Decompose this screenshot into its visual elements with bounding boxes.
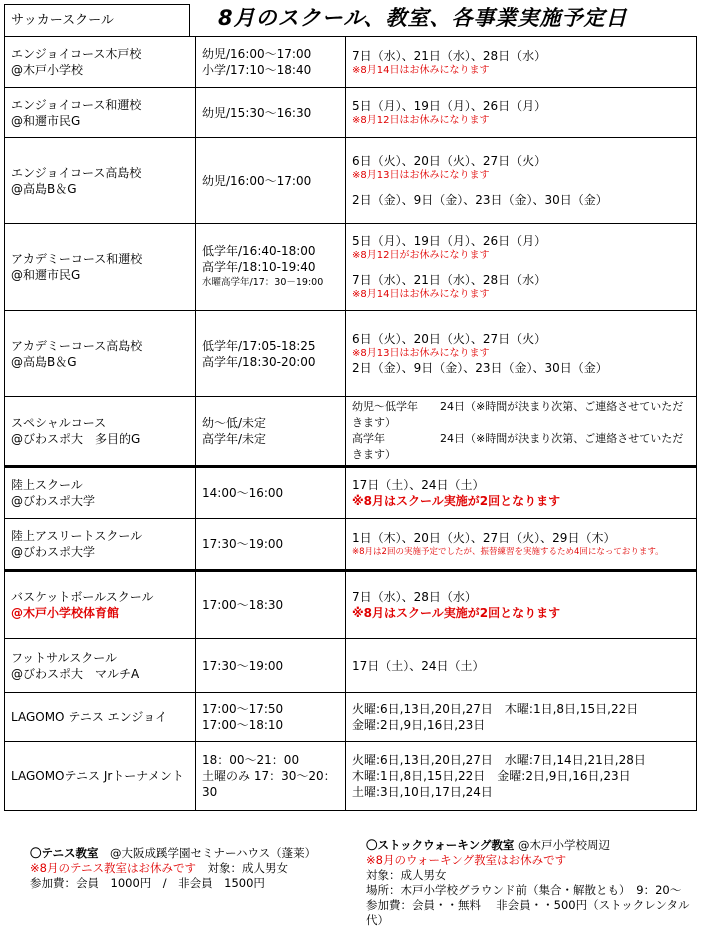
time-cell [196, 693, 346, 742]
tennis-fee: 参加費：会員 1000円 / 非会員 1500円 [30, 876, 265, 890]
dates-cell [346, 639, 697, 693]
time-slot: 17:30～19:00 [202, 537, 284, 551]
schedule-row [5, 88, 697, 138]
time-slot: 低学年/16:40-18:00 [202, 244, 316, 258]
schedule-dates: 高学年 24日（※時間が決まり次第、ご連絡させていただきます） [352, 432, 684, 461]
course-venue: @和邇市民G [11, 268, 81, 282]
course-name: 陸上アスリートスクール [11, 529, 143, 543]
course-venue: @びわスポ大 多目的G [11, 432, 141, 446]
schedule-dates: 7日（水）、21日（水）、28日（水） [352, 273, 547, 287]
course-name: フットサルスクール [11, 650, 117, 665]
course-name-cell [5, 571, 196, 639]
schedule-dates: 17日（土）、24日（土） [352, 478, 485, 492]
time-slot: 17:00～17:50 [202, 702, 284, 716]
walking-section [366, 838, 705, 928]
tennis-notice: ※8月のテニス教室はお休みです [30, 861, 196, 875]
time-slot: 高学年/18:30-20:00 [202, 354, 316, 369]
time-cell [196, 311, 346, 397]
time-cell [196, 397, 346, 467]
course-name-cell [5, 138, 196, 224]
schedule-dates: 火曜:6日,13日,20日,27日 水曜:7日,14日,21日,28日 [352, 753, 646, 767]
walking-fee: 参加費：会員・・無料 非会員・・500円（ストックレンタル代） [366, 898, 690, 927]
time-slot: 高学年/18:10-19:40 [202, 260, 316, 274]
schedule-note: ※8月はスクール実施が2回となります [352, 606, 561, 620]
dates-cell [346, 519, 697, 571]
time-slot: 水曜高学年/17：30－19:00 [202, 277, 324, 288]
schedule-row [5, 519, 697, 571]
page-title: 8月のスクール、教室、各事業実施予定日 [218, 6, 628, 30]
tennis-venue: @大阪成蹊学園セミナーハウス（蓬莱） [98, 846, 317, 860]
schedule-table [4, 36, 697, 811]
time-slot: 幼児/16:00～17:00 [202, 47, 312, 61]
schedule-dates: 5日（月）、19日（月）、26日（月） [352, 99, 547, 113]
schedule-dates: 幼児～低学年 24日（※時間が決まり次第、ご連絡させていただきます） [352, 400, 684, 429]
course-name: エンジョイコース高島校 [11, 165, 142, 180]
schedule-row [5, 571, 697, 639]
walking-notice: ※8月のウォーキング教室はお休みです [366, 853, 567, 867]
course-name: スペシャルコース [11, 416, 107, 430]
schedule-row [5, 467, 697, 519]
course-name: LAGOMO テニス エンジョイ [11, 710, 168, 724]
holiday-note: ※8月12日がお休みになります [352, 250, 490, 261]
course-name-cell [5, 311, 196, 397]
schedule-dates: 2日（金）、9日（金）、23日（金）、30日（金） [352, 361, 608, 375]
schedule-dates: 7日（水）、28日（水） [352, 590, 477, 604]
schedule-note: ※8月はスクール実施が2回となります [352, 494, 561, 508]
walking-target: 対象：成人男女 [366, 868, 447, 882]
course-name-cell [5, 397, 196, 467]
time-cell [196, 37, 346, 88]
dates-cell [346, 138, 697, 224]
course-name: エンジョイコース和邇校 [11, 97, 142, 112]
course-name: エンジョイコース木戸校 [11, 47, 142, 61]
time-cell [196, 224, 346, 311]
time-cell [196, 138, 346, 224]
time-slot: 幼児/15:30～16:30 [202, 105, 312, 120]
schedule-row [5, 224, 697, 311]
course-venue: @びわスポ大 マルチA [11, 666, 140, 681]
soccer-school-label: サッカースクール [4, 4, 190, 36]
time-cell [196, 519, 346, 571]
schedule-row [5, 37, 697, 88]
schedule-row [5, 138, 697, 224]
time-cell [196, 571, 346, 639]
schedule-row [5, 397, 697, 467]
spacer [352, 262, 690, 272]
dates-cell [346, 311, 697, 397]
dates-cell [346, 88, 697, 138]
schedule-dates: 7日（水）、21日（水）、28日（水） [352, 48, 547, 63]
course-name: アカデミーコース高島校 [11, 338, 143, 353]
tennis-section [30, 846, 316, 891]
walking-venue: @木戸小学校周辺 [514, 838, 611, 852]
walking-place: 場所：木戸小学校グラウンド前（集合・解散とも） 9：20～ [366, 883, 682, 897]
course-venue: @木戸小学校 [11, 63, 84, 77]
time-cell [196, 742, 346, 811]
schedule-dates: 6日（火）、20日（火）、27日（火） [352, 154, 547, 168]
time-slot: 17:00～18:10 [202, 718, 284, 732]
time-cell [196, 639, 346, 693]
course-venue: @木戸小学校体育館 [11, 606, 120, 620]
holiday-note: ※8月12日はお休みになります [352, 115, 490, 126]
time-slot: 小学/17:10～18:40 [202, 63, 312, 77]
schedule-dates: 17日（土）、24日（土） [352, 658, 485, 673]
dates-cell [346, 224, 697, 311]
schedule-row [5, 311, 697, 397]
course-name-cell [5, 742, 196, 811]
course-venue: @びわスポ大学 [11, 545, 96, 559]
schedule-note: ※8月は2回の実施予定でしたが、振替練習を実施するため4回になっております。 [352, 546, 664, 557]
schedule-dates: 2日（金）、9日（金）、23日（金）、30日（金） [352, 193, 608, 207]
schedule-dates: 木曜:1日,8日,15日,22日 金曜:2日,9日,16日,23日 [352, 769, 631, 783]
time-slot: 低学年/17:05-18:25 [202, 338, 316, 353]
dates-cell [346, 37, 697, 88]
time-slot: 14:00～16:00 [202, 486, 284, 500]
time-cell [196, 467, 346, 519]
dates-cell [346, 397, 697, 467]
course-venue: @びわスポ大学 [11, 494, 96, 508]
time-slot: 17:00～18:30 [202, 598, 284, 612]
schedule-dates: 火曜:6日,13日,20日,27日 木曜:1日,8日,15日,22日 [352, 702, 639, 716]
schedule-dates: 5日（月）、19日（月）、26日（月） [352, 234, 547, 248]
dates-cell [346, 693, 697, 742]
course-name-cell [5, 639, 196, 693]
course-name-cell [5, 693, 196, 742]
course-name: 陸上スクール [11, 478, 83, 492]
course-name-cell [5, 467, 196, 519]
tennis-heading: 〇テニス教室 [30, 846, 99, 860]
schedule-dates: 1日（木）、20日（火）、27日（火）、29日（木） [352, 530, 616, 545]
course-venue: @高島B＆G [11, 354, 77, 369]
course-venue: @和邇市民G [11, 113, 81, 128]
time-slot: 土曜のみ 17：30～20：30 [202, 769, 336, 799]
time-slot: 幼児/16:00～17:00 [202, 173, 312, 188]
holiday-note: ※8月13日はお休みになります [352, 170, 490, 181]
time-slot: 幼～低/未定 [202, 416, 267, 430]
time-slot: 18：00～21：00 [202, 753, 300, 767]
schedule-dates: 土曜:3日,10日,17日,24日 [352, 785, 493, 799]
schedule-dates: 金曜:2日,9日,16日,23日 [352, 718, 486, 732]
spacer [352, 182, 690, 192]
tennis-target: 対象：成人男女 [196, 861, 288, 875]
course-name: アカデミーコース和邇校 [11, 252, 143, 266]
dates-cell [346, 571, 697, 639]
time-slot: 17:30～19:00 [202, 658, 284, 673]
course-name-cell [5, 519, 196, 571]
schedule-row [5, 742, 697, 811]
time-slot: 高学年/未定 [202, 432, 267, 446]
holiday-note: ※8月14日はお休みになります [352, 64, 490, 76]
dates-cell [346, 467, 697, 519]
schedule-row [5, 639, 697, 693]
course-name: バスケットボールスクール [11, 590, 154, 604]
dates-cell [346, 742, 697, 811]
schedule-row [5, 693, 697, 742]
course-venue: @高島B＆G [11, 181, 77, 196]
schedule-dates: 6日（火）、20日（火）、27日（火） [352, 332, 547, 346]
course-name-cell [5, 224, 196, 311]
holiday-note: ※8月14日はお休みになります [352, 289, 490, 300]
course-name: LAGOMOテニス Jrトーナメント [11, 769, 184, 783]
course-name-cell [5, 88, 196, 138]
course-name-cell [5, 37, 196, 88]
holiday-note: ※8月13日はお休みになります [352, 348, 490, 359]
walking-heading: 〇ストックウォーキング教室 [366, 838, 515, 852]
time-cell [196, 88, 346, 138]
